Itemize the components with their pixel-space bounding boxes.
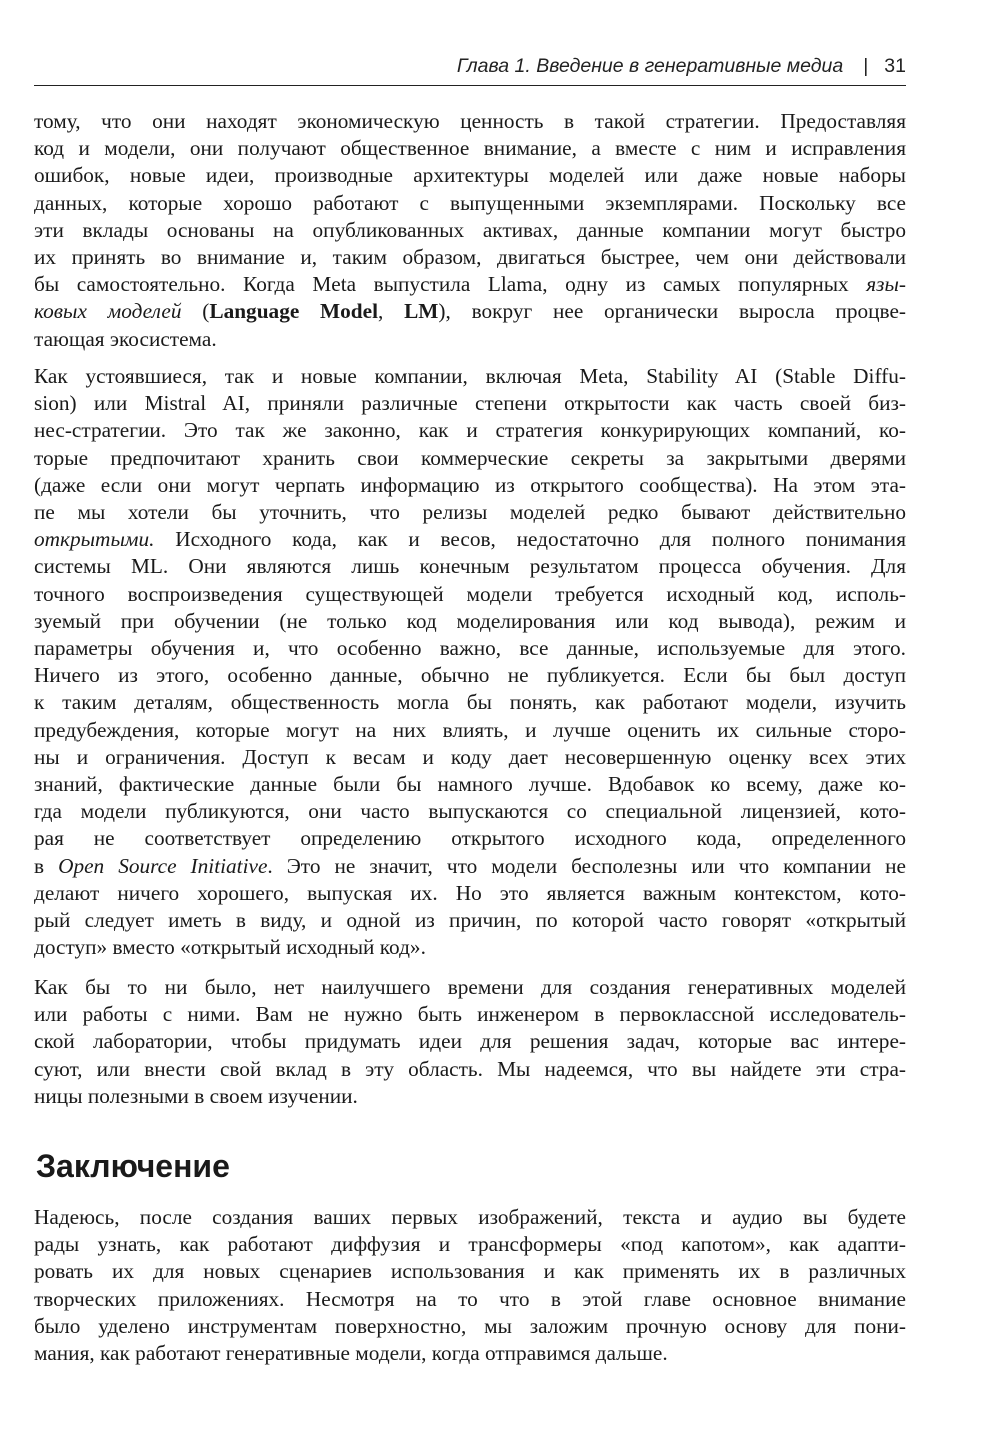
- paragraph-4: [34, 1204, 906, 1367]
- text-line: пе мы хотели бы уточнить, что релизы моделей редко бывают действительно: [34, 500, 906, 525]
- text-line: точного воспроизведения существующей модели требуется исходный код, исполь-: [34, 581, 906, 606]
- text-line: ошибок, новые идеи, производные архитектуры моделей или даже новые наборы: [34, 163, 906, 188]
- text-line: ской лаборатории, чтобы придумать идеи для решения задач, которые вас интере-: [34, 1029, 906, 1054]
- text-line: ницы полезными в своем изучении.: [34, 1083, 358, 1108]
- page-number: 31: [884, 55, 906, 77]
- text-line: мания, как работают генеративные модели, когда отправимся дальше.: [34, 1341, 668, 1366]
- text-line: ковых моделей (Language Model, LM), вокруг нее органически выросла процве-: [34, 299, 906, 324]
- text-line: sion) или Mistral AI, приняли различные степени открытости как часть своей биз-: [34, 391, 906, 416]
- text-line: системы ML. Они являются лишь конечным результатом процесса обучения. Для: [34, 554, 906, 579]
- text-line: творческих приложениях. Несмотря на то что в этой главе основное внимание: [34, 1286, 906, 1311]
- text-run: Исходного кода, как и весов, недостаточно для полного понимания: [175, 527, 906, 552]
- running-head: [34, 55, 906, 86]
- text-line: рады узнать, как работают диффузия и трансформеры «под капотом», как адапти-: [34, 1232, 906, 1257]
- text-line: (даже если они могут черпать информацию из открытого сообщества). На этом эта-: [34, 472, 906, 497]
- paragraph-2: [34, 363, 906, 961]
- text-line: к таким деталям, общественность могла бы понять, как работают модели, изучить: [34, 690, 906, 715]
- text-line: [34, 853, 906, 880]
- italic-term: Open Source Initiative: [58, 853, 268, 878]
- text-line: предубеждения, которые могут на них влиять, и лучше оценить их сильные сторо-: [34, 717, 906, 742]
- text-line: Как устоявшиеся, так и новые компании, включая Meta, Stability AI (Stable Diffu-: [34, 364, 906, 388]
- text-line: код и модели, они получают общественное внимание, а вместе с ним и исправления: [34, 136, 906, 161]
- bold-term: LM: [404, 299, 439, 324]
- text-line: Как бы то ни было, нет наилучшего времени для создания генеративных моделей: [34, 975, 906, 999]
- italic-term: ковых моделей: [34, 299, 182, 324]
- text-line: было уделено инструментам поверхностно, мы заложим прочную основу для пони-: [34, 1313, 906, 1338]
- italic-term: открытыми.: [34, 527, 155, 552]
- text-line: гда модели публикуются, они часто выпускаются со специальной лицензией, кото-: [34, 799, 906, 824]
- text-line: параметры обучения и, что особенно важно, все данные, используемые для этого.: [34, 636, 906, 661]
- paragraph-3: [34, 974, 906, 1110]
- text-line: доступ» вместо «открытый исходный код».: [34, 935, 426, 960]
- text-line: делают ничего хорошего, выпуская их. Но это является важным контекстом, кото-: [34, 880, 906, 905]
- text-line: [34, 271, 906, 298]
- text-run: вокруг нее органически выросла процве-: [471, 299, 906, 324]
- text-line: [34, 526, 906, 553]
- text-run: бы самостоятельно. Когда Meta выпустила Llama, одну из самых популярных: [34, 272, 849, 297]
- paragraph-1: [34, 108, 906, 353]
- text-line: тому, что они находят экономическую ценность в такой стратегии. Предоставляя: [34, 109, 906, 133]
- text-line: эти вклады основаны на опубликованных активах, данные компании могут быстро: [34, 217, 906, 242]
- text-run: в: [34, 853, 45, 878]
- text-line: ны и ограничения. Доступ к весам и коду дает несовершенную оценку всех этих: [34, 744, 906, 769]
- text-line: тающая экосистема.: [34, 326, 217, 351]
- text-run: . Это не значит, что модели бесполезны или что компании не: [267, 853, 906, 878]
- text-line: или работы с ними. Вам не нужно быть инженером в первоклассной исследователь-: [34, 1002, 906, 1027]
- text-line: Ничего из этого, особенно данные, обычно не публикуется. Если бы был доступ: [34, 663, 906, 688]
- text-line: ровать их для новых сценариев использования и как применять их в различных: [34, 1259, 906, 1284]
- text-line: данных, которые хорошо работают с выпущенными экземплярами. Поскольку все: [34, 190, 906, 215]
- text-line: суют, или внести свой вклад в эту область. Мы надеемся, что вы найдете эти стра-: [34, 1056, 906, 1081]
- text-line: рая не соответствует определению открытого исходного кода, определенного: [34, 826, 906, 851]
- text-line: нес-стратегии. Это так же законно, как и стратегия конкурирующих компаний, ко-: [34, 418, 906, 443]
- chapter-title: Глава 1. Введение в генеративные медиа: [456, 55, 844, 77]
- bold-term: Language Model: [209, 299, 379, 324]
- text-line: Надеюсь, после создания ваших первых изображений, текста и аудио вы будете: [34, 1205, 906, 1229]
- italic-term: язы-: [866, 272, 906, 297]
- section-heading: Заключение: [36, 1148, 230, 1184]
- text-line: их принять во внимание и, таким образом, двигаться быстрее, чем они действовали: [34, 245, 906, 270]
- text-line: зуемый при обучении (не только код моделирования или код вывода), режим и: [34, 608, 906, 633]
- text-line: торые предпочитают хранить свои коммерческие секреты за закрытыми дверями: [34, 445, 906, 470]
- text-line: знаний, фактические данные были бы намного лучше. Вдобавок ко всему, даже ко-: [34, 772, 906, 797]
- header-separator: |: [863, 55, 869, 77]
- text-line: рый следует иметь в виду, и одной из причин, по которой часто говорят «открытый: [34, 908, 906, 933]
